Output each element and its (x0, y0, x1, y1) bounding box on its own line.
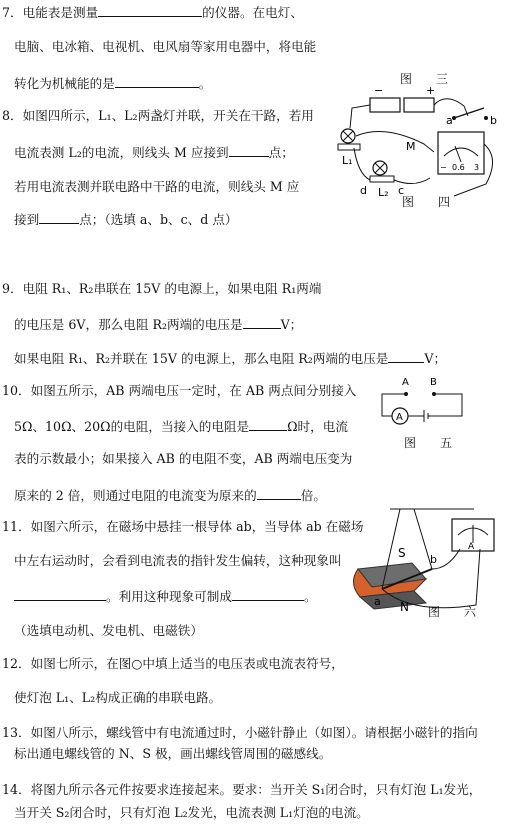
q9-line1: 9．电阻 R₁、R₂串联在 15V 的电源上，如果电阻 R₁两端 (2, 281, 322, 296)
q8-text-b: 点； (268, 145, 294, 160)
ammeter-scale (444, 148, 478, 156)
lamp-l1-base (338, 144, 360, 150)
q8-text-d: 点；（选填 a、b、c、d 点） (79, 212, 238, 227)
q11-text-b: 。利用这种现象可制成 (106, 589, 232, 604)
q11-line4: （选填电动机、发电机、电磁铁） (14, 623, 203, 638)
q9-line2 (14, 316, 302, 333)
q14-line2: 当开关 S₂闭合时，只有灯泡 L₂发光，电流表测 L₁灯泡的电流。 (14, 805, 369, 820)
q10-text-d: 倍。 (300, 488, 326, 503)
q11-text-c: 。 (303, 589, 317, 604)
battery-plus-label: + (426, 84, 436, 97)
wire-l1-l2 (354, 148, 370, 180)
q14-line1: 14．将图九所示各元件按要求连接起来。要求：当开关 S₁闭合时，只有灯泡 L₁发光， (2, 782, 482, 797)
q9-text-d: V； (424, 351, 447, 366)
figure-6-caption: 图 六 (428, 605, 483, 619)
switch-blade (454, 108, 484, 118)
q10-text-c: 原来的 2 倍，则通过电阻的电流变为原来的 (14, 488, 257, 503)
galvanometer-letter: A (468, 542, 475, 552)
battery-minus-label: − (374, 84, 384, 97)
figure-6-apparatus (352, 505, 502, 617)
figure-3-caption: 图 三 (400, 72, 455, 86)
point-m-label: M (406, 140, 416, 153)
q13-line2: 标出通电螺线管的 N、S 极，画出螺线管周围的磁感线。 (14, 746, 332, 761)
q8-line2 (14, 144, 294, 161)
figure-5-circuit (378, 376, 468, 426)
meter-minus: − (440, 163, 447, 172)
pole-s-label: S (398, 546, 406, 560)
meter-3: 3 (474, 163, 480, 172)
wire-right-battery (408, 394, 462, 422)
q7-text-d: 。 (198, 76, 212, 91)
point-a-label: A (402, 377, 409, 388)
q8-text-a: 电流表测 L₂的电流，则线头 M 应接到 (14, 145, 229, 160)
q11-line3 (14, 588, 317, 605)
q10-blank-2[interactable] (257, 487, 301, 500)
q7-text-c: 转化为机械能的是 (14, 76, 115, 91)
q7-line3 (14, 75, 211, 92)
point-a-label: a (374, 595, 381, 608)
q10-text-b: Ω时，电流 (287, 419, 348, 434)
wire-l1-to-m (356, 132, 434, 153)
q9-line3 (14, 350, 446, 367)
q7-text-b: 的仪器。在电灯、 (202, 5, 303, 20)
point-c-label: c (398, 184, 405, 197)
l1-label: L₁ (342, 154, 353, 167)
point-d-label: d (360, 184, 367, 197)
figure-5-caption: 图 五 (404, 436, 459, 450)
q10-line2 (14, 418, 348, 435)
q11-line1: 11．如图六所示，在磁场中悬挂一根导体 ab，当导体 ab 在磁场 (2, 519, 364, 534)
q7-text-a: 7．电能表是测量 (2, 5, 99, 20)
lamp-l2-base (370, 176, 394, 182)
q11-blank-2[interactable] (232, 588, 304, 601)
q9-blank-1[interactable] (243, 316, 281, 329)
q9-text-a: 的电压是 6V，那么电阻 R₂两端的电压是 (14, 317, 243, 332)
switch-terminal-b (484, 116, 488, 120)
q9-text-c: 如果电阻 R₁、R₂并联在 15V 的电源上，那么电阻 R₂两端的电压是 (14, 351, 389, 366)
battery-left-cell (370, 98, 400, 112)
q9-blank-2[interactable] (388, 350, 424, 363)
wire-l2-right (394, 178, 430, 184)
q7-line2: 电脑、电冰箱、电视机、电风扇等家用电器中，将电能 (14, 39, 317, 54)
q8-line3: 若用电流表测并联电路中干路的电流，则线头 M 应 (14, 179, 300, 194)
ammeter-letter: A (396, 412, 403, 423)
lamp-l2-cross (375, 163, 385, 173)
q8-blank-1[interactable] (229, 144, 269, 157)
q7-blank-1[interactable] (98, 4, 202, 17)
l2-label: L₂ (378, 186, 389, 199)
point-a-label: a (446, 114, 453, 127)
point-b-label: B (430, 377, 437, 388)
q11-blank-1[interactable] (14, 588, 106, 601)
q9-text-b: V； (280, 317, 303, 332)
q12-line1: 12．如图七所示，在图○中填上适当的电压表或电流表符号， (2, 656, 344, 671)
point-b-label: b (490, 114, 497, 127)
point-b-label: b (430, 553, 437, 566)
q12-line2: 使灯泡 L₁、L₂构成正确的串联电路。 (14, 690, 222, 705)
q11-line2: 中左右运动时，会看到电流表的指针发生偏转，这种现象叫 (14, 553, 342, 568)
q10-line3: 表的示数最小；如果接入 AB 的电阻不变，AB 两端电压变为 (14, 451, 353, 466)
lamp-l1-cross (343, 131, 353, 141)
q10-line1: 10．如图五所示，AB 两端电压一定时，在 AB 两点间分别接入 (2, 383, 357, 398)
q7-blank-2[interactable] (115, 75, 199, 88)
q8-blank-2[interactable] (39, 211, 79, 224)
q8-line1: 8．如图四所示，L₁、L₂两盏灯并联，开关在干路，若用 (2, 108, 314, 123)
wire-left (350, 105, 370, 128)
q10-blank-1[interactable] (249, 418, 287, 431)
q8-text-c: 接到 (14, 212, 40, 227)
q7-line1 (2, 4, 303, 21)
figure-4-caption: 图 四 (402, 195, 457, 209)
battery-right-cell (404, 98, 434, 112)
meter-06: 0.6 (452, 163, 465, 172)
q8-line4 (14, 211, 238, 228)
q10-line4 (14, 487, 326, 504)
pole-n-label: N (400, 600, 409, 614)
q10-text-a: 5Ω、10Ω、20Ω的电阻，当接入的电阻是 (14, 419, 250, 434)
q13-line1: 13．如图八所示，螺线管中有电流通过时，小磁针静止（如图）。请根据小磁针的指向 (2, 725, 478, 740)
